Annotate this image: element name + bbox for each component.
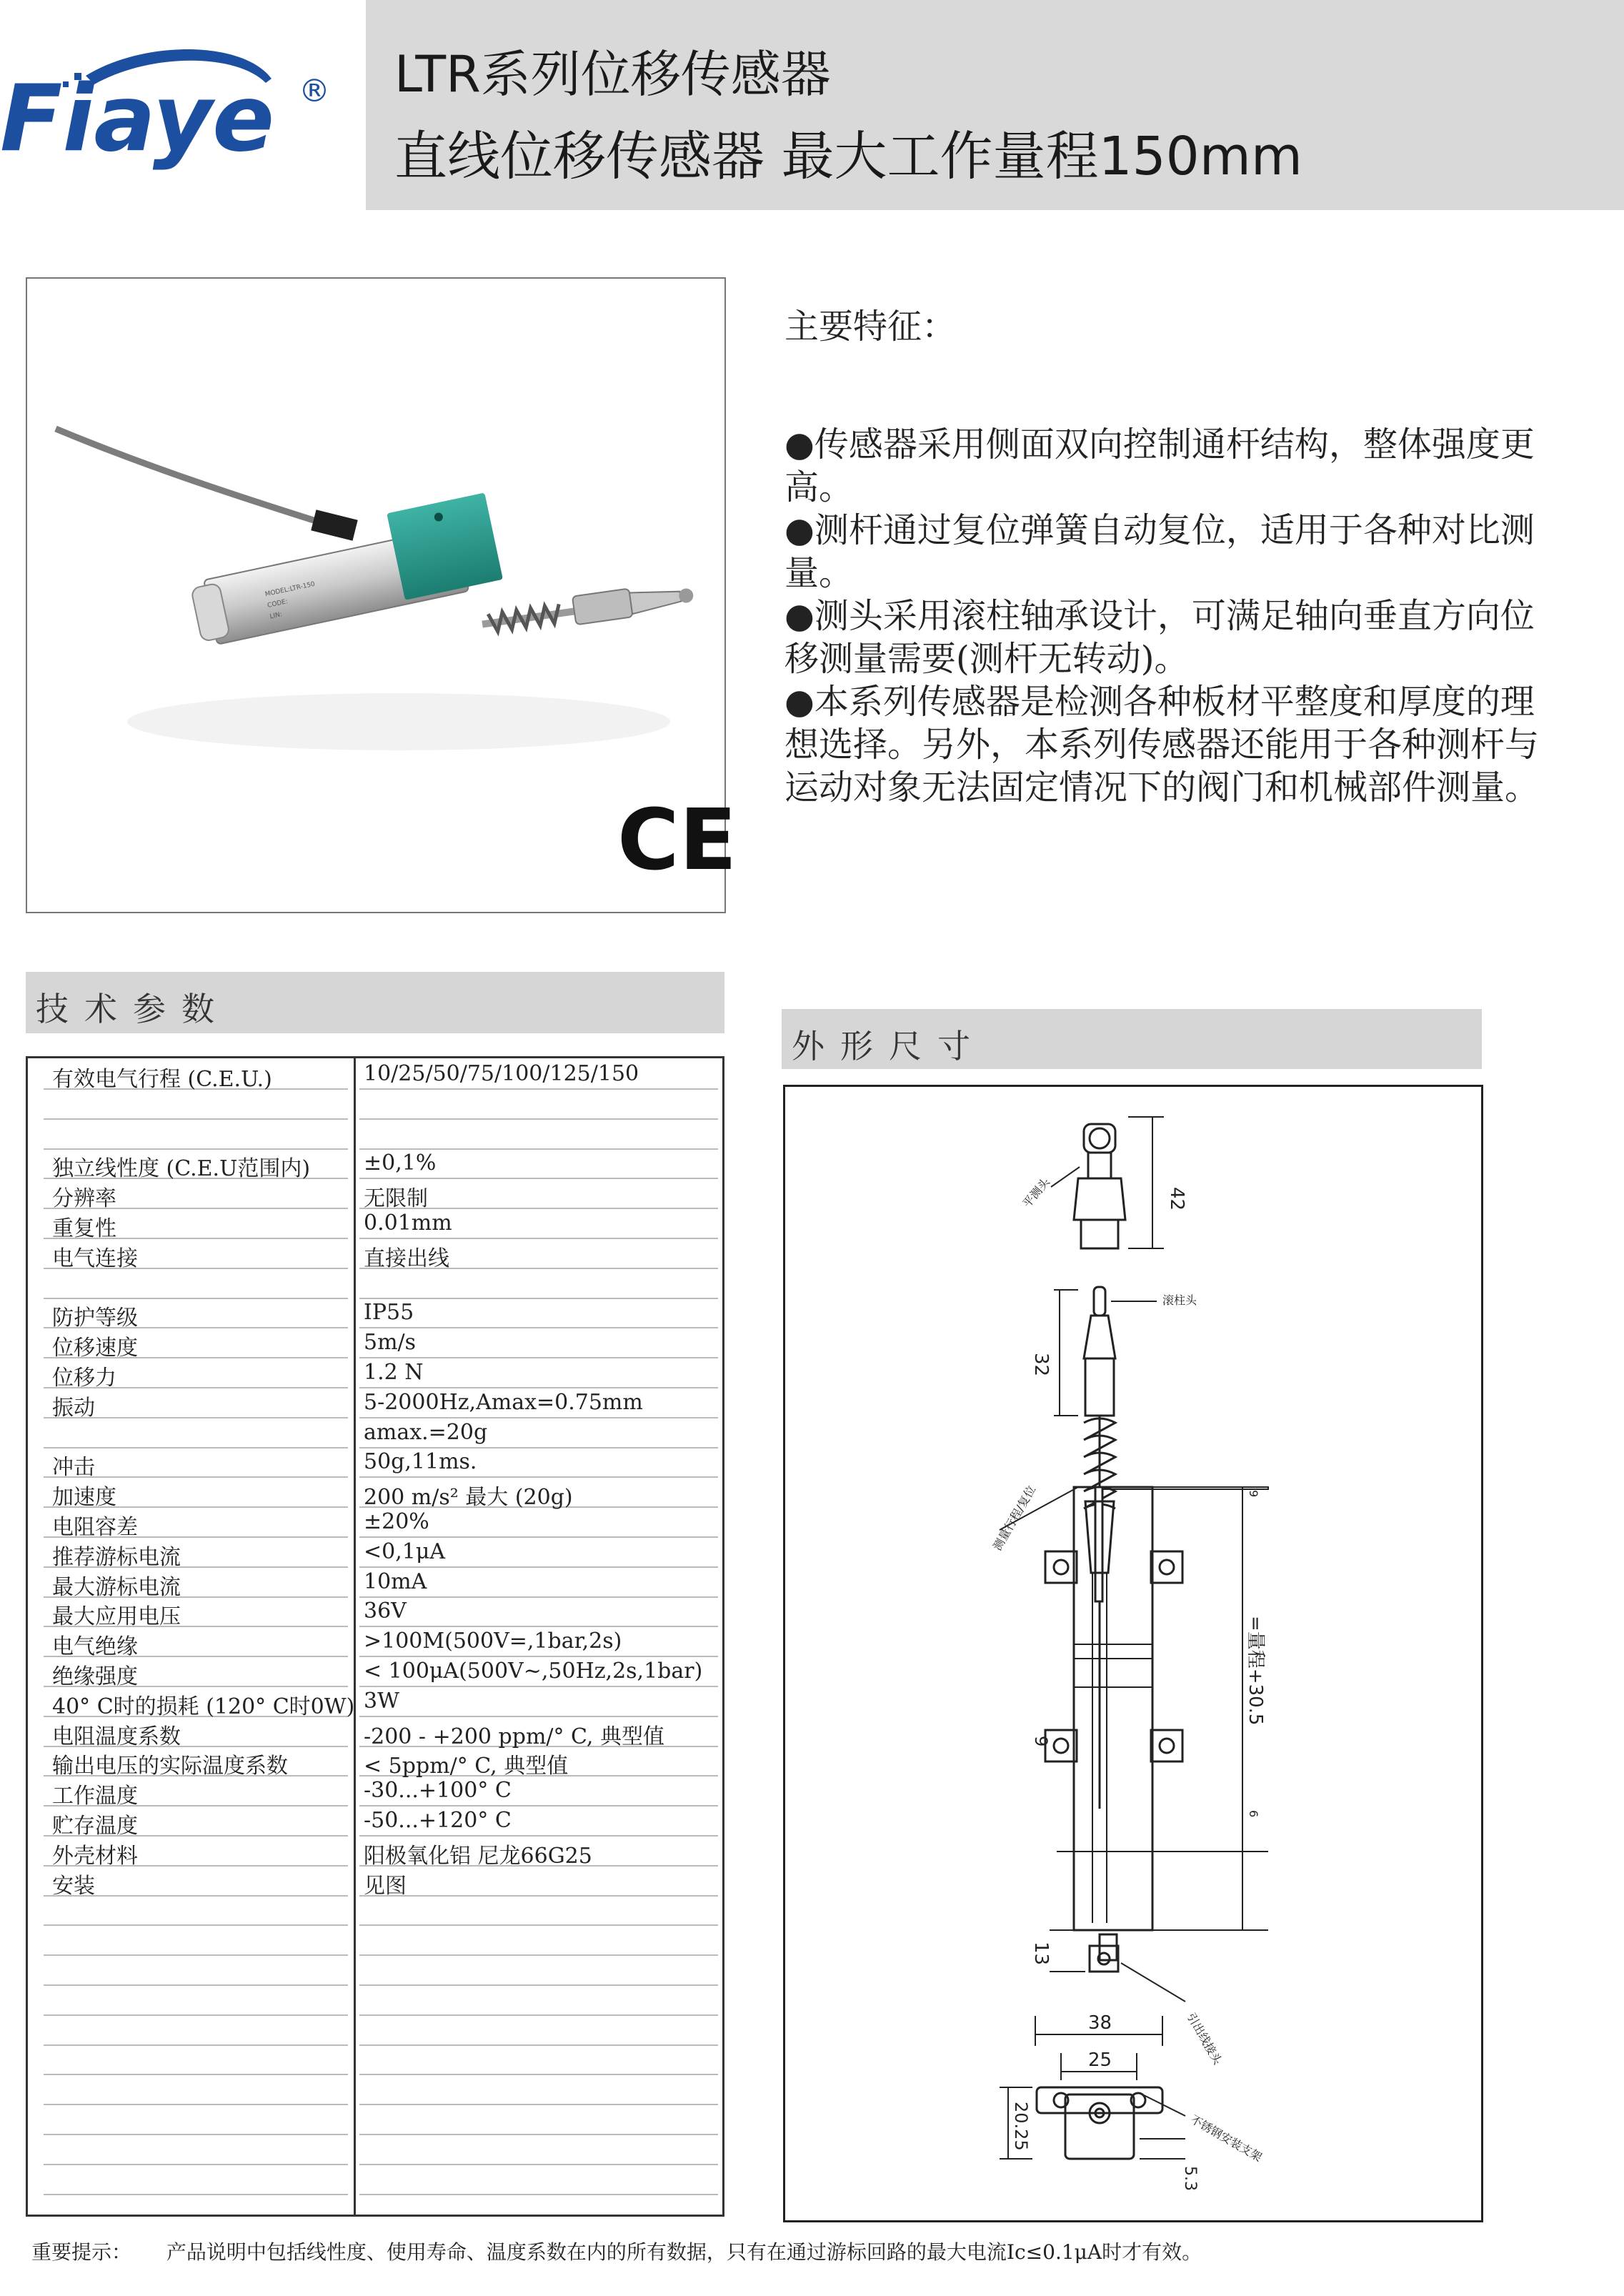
table-row — [28, 1208, 722, 1241]
registered-mark: ® — [299, 73, 330, 109]
spec-table — [26, 1056, 724, 2217]
param-value: -50...+120° C — [364, 1808, 512, 1833]
footer-text: 产品说明中包括线性度、使用寿命、温度系数在内的所有数据，只有在通过游标回路的最大电流Ic≤0.1μA时才有效。 — [166, 2240, 1202, 2264]
table-row — [28, 1924, 722, 1954]
param-label: 振动 — [52, 1395, 95, 1421]
row-rule-right — [359, 1596, 718, 1627]
param-value: 见图 — [364, 1873, 407, 1899]
param-label: 推荐游标电流 — [52, 1544, 181, 1570]
param-label: 有效电气行程 (C.E.U.) — [52, 1067, 272, 1092]
row-rule-right — [359, 2104, 718, 2135]
param-value: <0,1μA — [364, 1539, 446, 1564]
table-row — [28, 1954, 722, 1984]
row-rule-right — [359, 2134, 718, 2165]
svg-text:不锈钢安装支架: 不锈钢安装支架 — [1188, 2112, 1265, 2165]
table-row — [28, 1506, 722, 1540]
table-row — [28, 1238, 722, 1271]
footer-note — [31, 2237, 1202, 2265]
title-band — [366, 0, 1624, 210]
param-label: 最大应用电压 — [52, 1604, 181, 1630]
param-label: 位移力 — [52, 1366, 116, 1391]
param-value: 50g,11ms. — [364, 1449, 477, 1475]
table-row — [28, 1835, 722, 1869]
table-row — [28, 1656, 722, 1689]
table-row — [28, 2134, 722, 2164]
param-value: ±20% — [364, 1509, 429, 1534]
param-value: -30...+100° C — [364, 1778, 512, 1804]
table-row — [28, 1775, 722, 1809]
feature-item: ●本系列传感器是检测各种板材平整度和厚度的理想选择。另外，本系列传感器还能用于各种测杆与运动对象无法固定情况下的阀门和机械部件测量。 — [784, 682, 1540, 807]
svg-text:测量行程/复位: 测量行程/复位 — [990, 1483, 1039, 1553]
table-row — [28, 1148, 722, 1182]
param-label: 防护等级 — [52, 1306, 138, 1331]
row-rule-left — [44, 1894, 348, 1926]
table-row — [28, 1805, 722, 1839]
dim-label: 6 — [1247, 1810, 1260, 1818]
param-value: IP55 — [364, 1300, 414, 1326]
table-row — [28, 1446, 722, 1481]
row-rule-left — [44, 2164, 348, 2195]
row-rule-left — [44, 1954, 348, 1986]
table-row — [28, 1387, 722, 1421]
param-label: 电阻温度系数 — [52, 1724, 181, 1749]
svg-text:CODE:: CODE: — [266, 598, 289, 610]
probe-tip-detail — [1020, 1117, 1187, 1248]
dim-label: =量程+30.5 — [1245, 1616, 1266, 1726]
param-label: 电阻容差 — [52, 1515, 138, 1540]
table-row — [28, 1297, 722, 1331]
feature-item: ●测杆通过复位弹簧自动复位，适用于各种对比测量。 — [784, 510, 1535, 593]
dim-label: 38 — [1088, 2012, 1112, 2034]
table-row — [28, 2164, 722, 2194]
table-row — [28, 1476, 722, 1511]
table-row — [28, 2074, 722, 2104]
dim-label: 9 — [1247, 1490, 1260, 1498]
dim-label: 20.25 — [1011, 2102, 1031, 2151]
row-rule-left — [44, 1088, 348, 1120]
product-title: 直线位移传感器 最大工作量程150mm — [394, 126, 1302, 187]
param-value: 阳极氧化铝 尼龙66G25 — [364, 1843, 592, 1869]
tech-params-heading: 技术参数 — [26, 972, 724, 1033]
table-row — [28, 1566, 722, 1600]
row-rule-right — [359, 1088, 718, 1120]
row-rule-left — [44, 2104, 348, 2135]
features-heading: 主要特征： — [784, 307, 957, 347]
ce-mark: CE — [617, 790, 737, 889]
table-row — [28, 1626, 722, 1660]
dim-label: 9 — [1031, 1736, 1051, 1747]
row-rule-left — [44, 1984, 348, 2016]
row-rule-right — [359, 1118, 718, 1150]
table-row — [28, 2104, 722, 2134]
measuring-rod — [480, 580, 695, 637]
svg-text:平测头: 平测头 — [1020, 1175, 1052, 1211]
table-row — [28, 1865, 722, 1899]
table-row — [28, 2014, 722, 2044]
table-row — [28, 1417, 722, 1447]
dimensions-heading: 外形尺寸 — [782, 1009, 1482, 1069]
table-row — [28, 1536, 722, 1570]
row-rule-right — [359, 2164, 718, 2195]
param-label: 位移速度 — [52, 1336, 138, 1361]
param-value: 直接出线 — [364, 1246, 449, 1271]
table-row — [28, 1058, 722, 1092]
logo-text: Fiaye — [0, 66, 274, 172]
footer-label: 重要提示： — [31, 2240, 132, 2264]
table-row — [28, 1327, 722, 1361]
svg-text:引出线接头: 引出线接头 — [1184, 2010, 1225, 2067]
table-row — [28, 1745, 722, 1779]
dim-label: 32 — [1030, 1353, 1052, 1377]
row-rule-left — [44, 1118, 348, 1150]
sensor-cable — [56, 429, 327, 525]
svg-text:LIN:: LIN: — [269, 611, 283, 621]
param-value: 10mA — [364, 1569, 427, 1594]
dim-label: 13 — [1030, 1942, 1052, 1966]
features-list — [784, 423, 1556, 809]
end-view — [1000, 2012, 1265, 2191]
dimension-drawing — [783, 1085, 1483, 2222]
row-rule-left — [44, 1417, 348, 1448]
param-value: 0.01mm — [364, 1211, 452, 1236]
row-rule-right — [359, 2014, 718, 2046]
dim-label: 25 — [1088, 2049, 1112, 2071]
row-rule-right — [359, 2044, 718, 2075]
dim-label: 5.3 — [1181, 2166, 1199, 2191]
table-row — [28, 1716, 722, 1749]
param-value: 3W — [364, 1688, 399, 1714]
param-value: 5-2000Hz,Amax=0.75mm — [364, 1389, 643, 1415]
param-label: 冲击 — [52, 1455, 95, 1481]
svg-text:MODEL:LTR-150: MODEL:LTR-150 — [264, 580, 316, 599]
table-row — [28, 1686, 722, 1719]
param-value: ±0,1% — [364, 1151, 437, 1176]
param-label: 安装 — [52, 1873, 95, 1899]
param-value: >100M(500V=,1bar,2s) — [364, 1629, 622, 1654]
row-rule-right — [359, 1686, 718, 1717]
table-row — [28, 1894, 722, 1924]
product-photo — [26, 277, 737, 913]
param-label: 绝缘强度 — [52, 1664, 138, 1689]
table-row — [28, 1178, 722, 1212]
param-value: 无限制 — [364, 1186, 428, 1212]
row-rule-right — [359, 1865, 718, 1897]
param-label: 独立线性度 (C.E.U范围内) — [52, 1156, 311, 1182]
row-rule-right — [359, 1268, 718, 1299]
param-value: 200 m/s² 最大 (20g) — [364, 1485, 573, 1511]
table-row — [28, 2044, 722, 2074]
param-label: 电气绝缘 — [52, 1634, 138, 1660]
row-rule-right — [359, 1894, 718, 1926]
param-value: amax.=20g — [364, 1419, 488, 1445]
row-rule-left — [44, 2044, 348, 2075]
param-label: 重复性 — [52, 1216, 116, 1241]
param-value: < 100μA(500V~,50Hz,2s,1bar) — [364, 1659, 703, 1684]
param-value: 36V — [364, 1599, 407, 1624]
table-row — [28, 1088, 722, 1118]
param-label: 贮存温度 — [52, 1814, 138, 1839]
feature-item: ●测头采用滚柱轴承设计，可满足轴向垂直方向位移测量需要(测杆无转动)。 — [784, 596, 1535, 679]
row-rule-left — [44, 2074, 348, 2105]
svg-text:滚柱头: 滚柱头 — [1162, 1293, 1197, 1307]
feature-item: ●传感器采用侧面双向控制通杆结构，整体强度更高。 — [784, 424, 1535, 507]
table-row — [28, 1357, 722, 1391]
series-title: LTR系列位移传感器 — [394, 45, 831, 104]
param-label: 输出电压的实际温度系数 — [52, 1754, 288, 1779]
param-label: 工作温度 — [52, 1784, 138, 1809]
table-row — [28, 1118, 722, 1148]
brand-logo — [0, 43, 343, 186]
row-rule-right — [359, 2074, 718, 2105]
param-value: -200 - +200 ppm/° C, 典型值 — [364, 1724, 664, 1749]
param-value: < 5ppm/° C, 典型值 — [364, 1754, 569, 1779]
table-row — [28, 1596, 722, 1630]
param-label: 外壳材料 — [52, 1843, 138, 1869]
param-value: 10/25/50/75/100/125/150 — [364, 1061, 639, 1086]
row-rule-right — [359, 1924, 718, 1956]
row-rule-left — [44, 2014, 348, 2046]
param-label: 加速度 — [52, 1485, 116, 1511]
main-assembly — [990, 1287, 1268, 2067]
row-rule-right — [359, 1954, 718, 1986]
sensor-body — [184, 492, 504, 647]
row-rule-left — [44, 1924, 348, 1956]
row-rule-right — [359, 1984, 718, 2016]
param-label: 40° C时的损耗 (120° C时0W) — [52, 1694, 355, 1719]
row-rule-left — [44, 2134, 348, 2165]
param-value: 5m/s — [364, 1330, 417, 1356]
dim-label: 42 — [1166, 1187, 1187, 1211]
cable-sleeve — [311, 510, 357, 541]
table-row — [28, 1984, 722, 2014]
param-label: 最大游标电流 — [52, 1574, 181, 1600]
param-value: 1.2 N — [364, 1360, 424, 1385]
row-rule-left — [44, 1268, 348, 1299]
param-label: 电气连接 — [52, 1246, 138, 1271]
param-label: 分辨率 — [52, 1186, 116, 1212]
table-row — [28, 1268, 722, 1298]
